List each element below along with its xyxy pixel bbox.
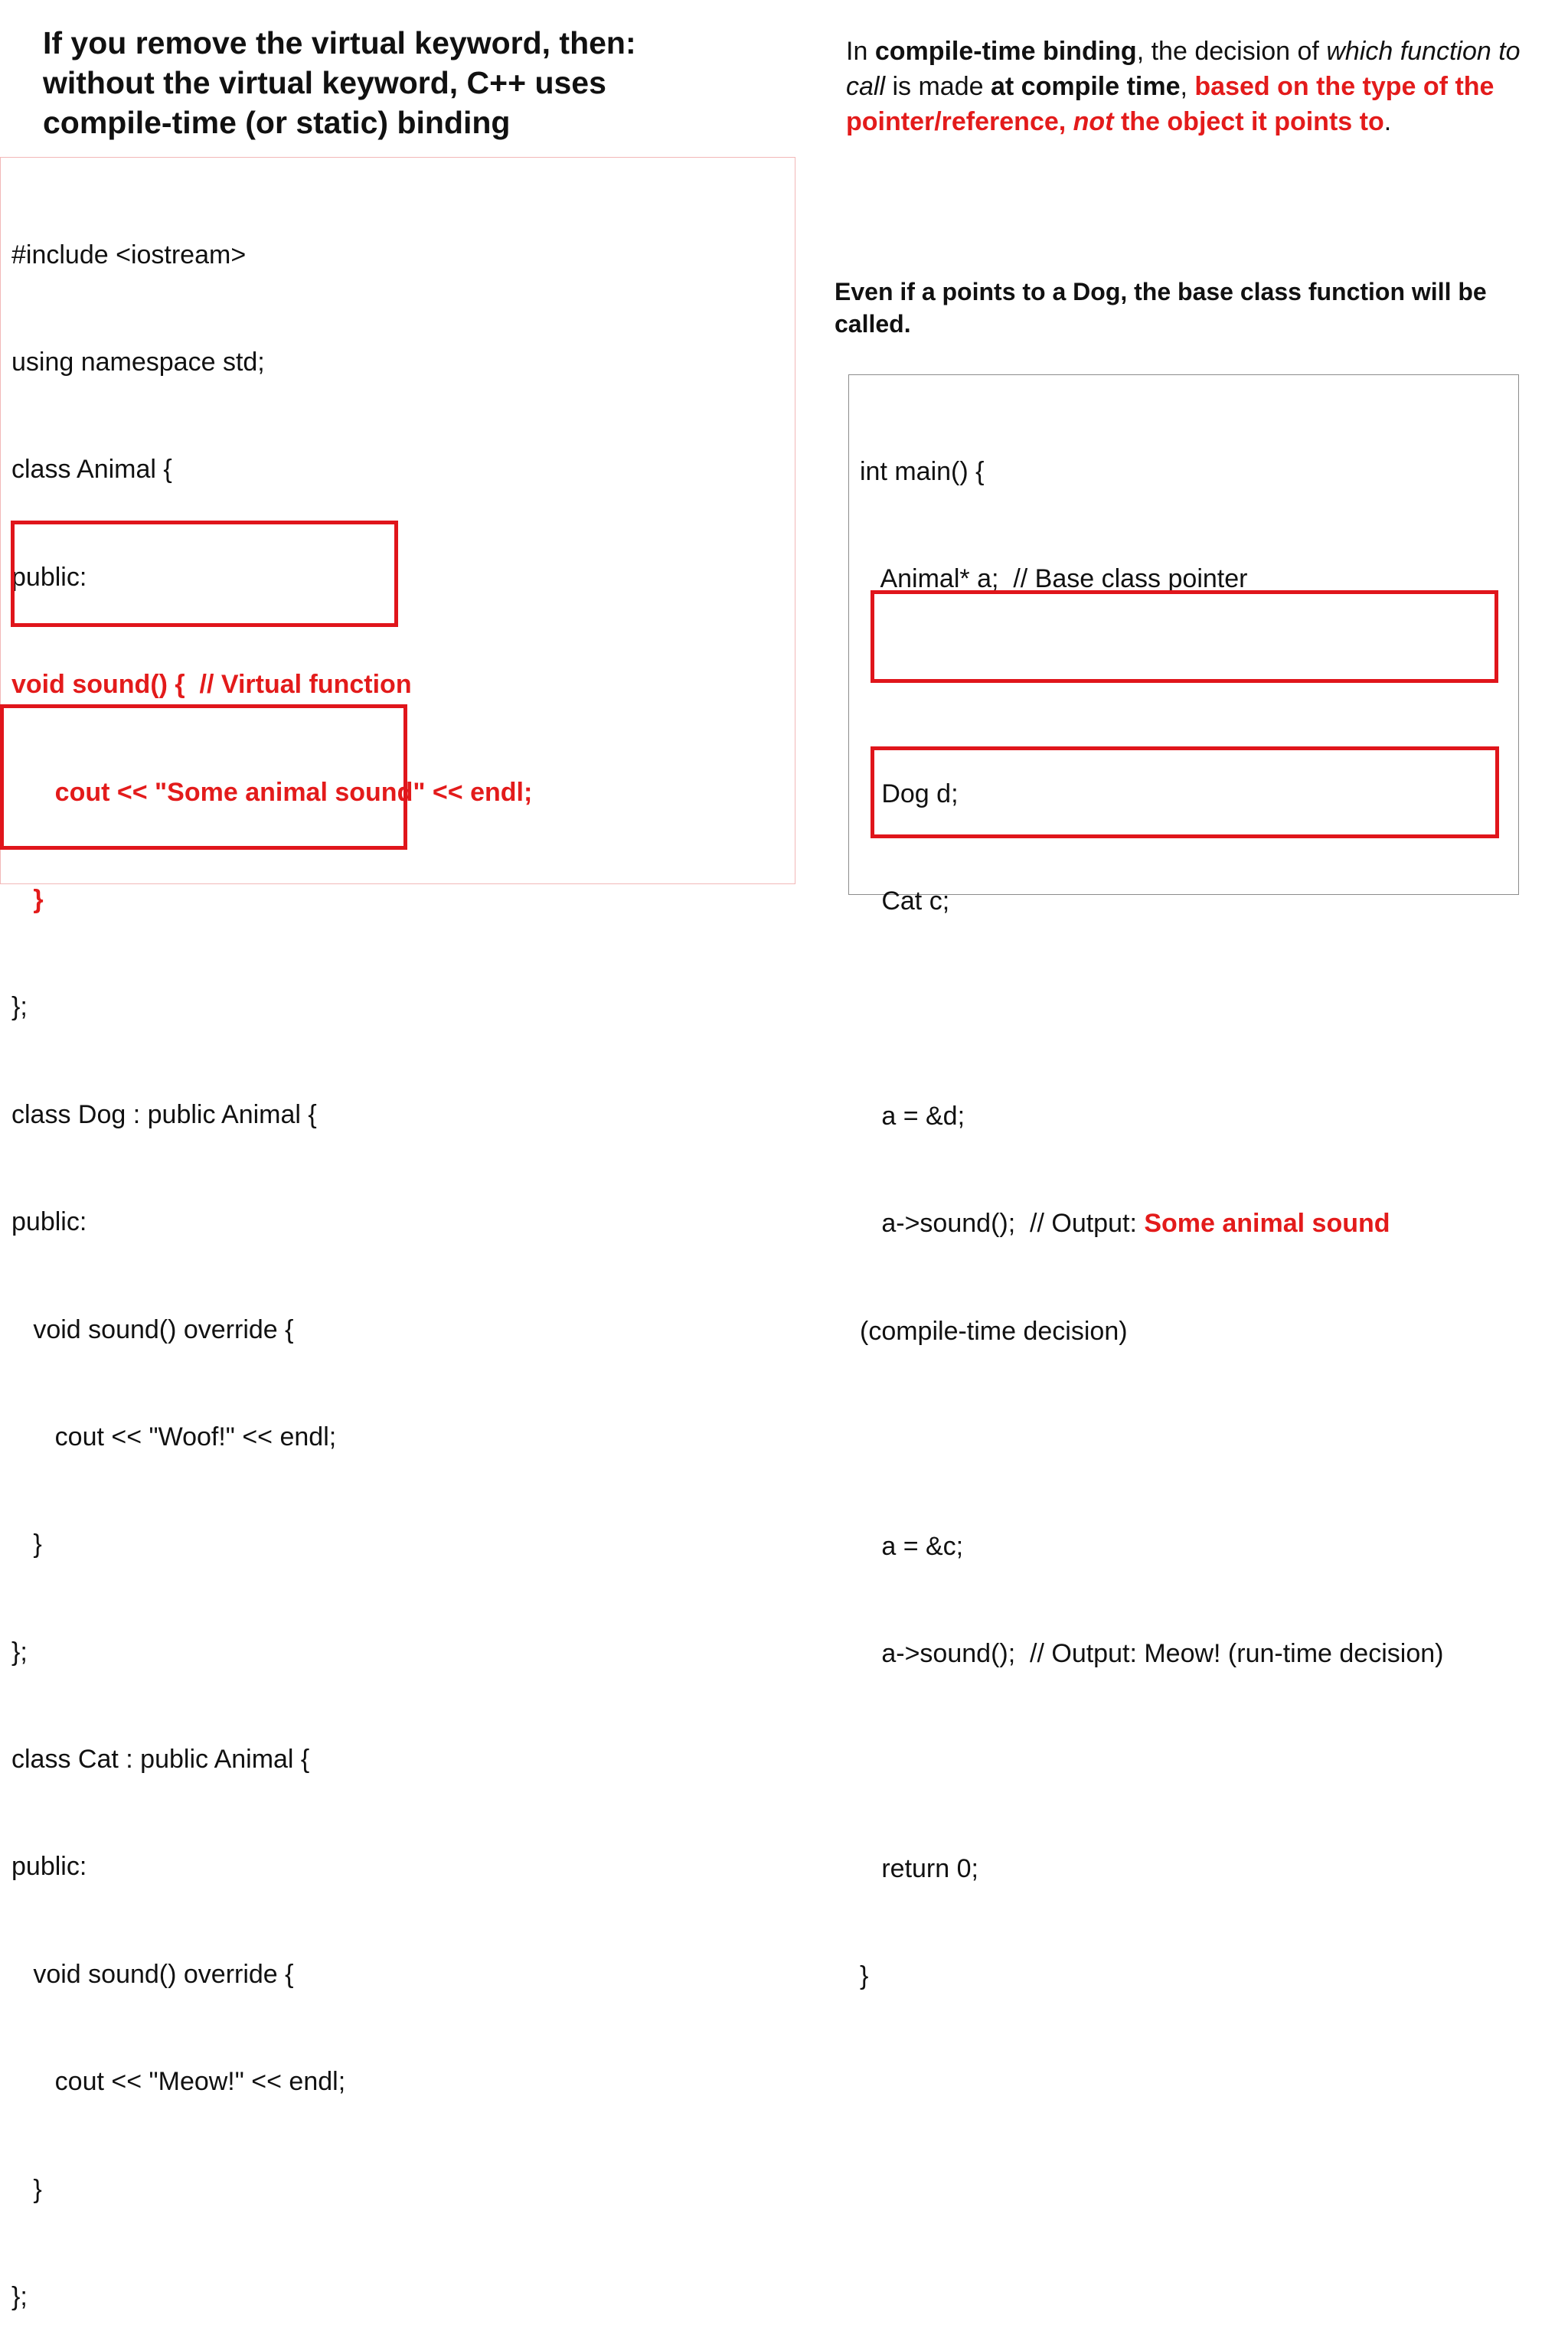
- explanation-text: In: [846, 37, 875, 66]
- explanation-text: ,: [1180, 72, 1195, 101]
- code-text: a->sound(); // Output:: [860, 1209, 1145, 1239]
- code-line-virtual-body: cout << "Some animal sound" << endl;: [11, 777, 533, 807]
- code-line-virtual-function: void sound() { // Virtual function: [11, 670, 412, 700]
- code-line: void sound() override {: [11, 1314, 294, 1344]
- code-line: [860, 991, 1443, 1027]
- explanation-highlight-italic: not: [1073, 107, 1114, 136]
- explanation-highlight: based on the type of the pointer/reference,: [846, 72, 1494, 136]
- explanation-term: compile-time binding: [874, 37, 1137, 66]
- code-line: Animal* a; // Base class pointer: [860, 563, 1248, 593]
- title-line-3: compile-time (or static) binding: [43, 105, 511, 140]
- code-line: using namespace std;: [11, 347, 265, 377]
- code-line-dog-call: [860, 1206, 1443, 1242]
- code-line: [860, 1421, 1443, 1457]
- code-line: a = &d;: [860, 1101, 965, 1131]
- explanation-text: , the decision of: [1136, 37, 1327, 66]
- code-line-virtual-close: }: [11, 884, 44, 914]
- code-line: cout << "Woof!" << endl;: [11, 1422, 337, 1451]
- dog-override-highlight-box: [11, 521, 398, 627]
- code-line: class Cat : public Animal {: [11, 1745, 310, 1775]
- code-line: public:: [11, 562, 87, 592]
- code-line: int main() {: [860, 456, 985, 486]
- code-line: public:: [11, 1852, 87, 1882]
- code-line: };: [11, 1637, 28, 1667]
- code-line: cout << "Meow!" << endl;: [11, 2067, 346, 2097]
- code-line: public:: [11, 1207, 87, 1237]
- code-line: a = &c;: [860, 1531, 964, 1561]
- code-line: Cat c;: [860, 887, 950, 916]
- explanation-bold: at compile time: [990, 72, 1181, 101]
- code-line: class Dog : public Animal {: [11, 1099, 317, 1129]
- note-text: Even if a points to a Dog, the base class function will be called.: [835, 278, 1487, 338]
- code-line-cat-call: a->sound(); // Output: Meow! (run-time decision): [860, 1638, 1444, 1668]
- cat-call-highlight-box: [871, 746, 1499, 838]
- title-line-2: without the virtual keyword, C++ uses: [43, 65, 606, 100]
- explanation-highlight: the object it points to: [1113, 107, 1384, 136]
- slide-title: [43, 23, 732, 142]
- code-line: void sound() override {: [11, 1959, 294, 1989]
- explanation-italic: which function to call: [846, 37, 1521, 101]
- binding-explanation: [846, 34, 1558, 139]
- code-line: class Animal {: [11, 455, 172, 485]
- code-line: (compile-time decision): [860, 1316, 1128, 1346]
- dog-call-highlight-box: [871, 590, 1498, 683]
- explanation-text: is made: [885, 72, 991, 101]
- title-line-1: If you remove the virtual keyword, then:: [43, 25, 636, 60]
- code-line: return 0;: [860, 1853, 978, 1883]
- explanation-text: .: [1383, 107, 1392, 136]
- code-line: }: [11, 2174, 42, 2204]
- cat-override-highlight-box: [0, 704, 407, 850]
- code-line: Dog d;: [860, 779, 959, 808]
- code-line: };: [11, 992, 28, 1022]
- code-line: }: [11, 1530, 42, 1559]
- class-code-block: [11, 165, 532, 2351]
- code-line: }: [860, 1961, 869, 1991]
- output-highlight: Some animal sound: [1144, 1209, 1390, 1239]
- code-line: };: [11, 2282, 28, 2312]
- code-line: #include <iostream>: [11, 240, 247, 269]
- code-line: [860, 1743, 1443, 1779]
